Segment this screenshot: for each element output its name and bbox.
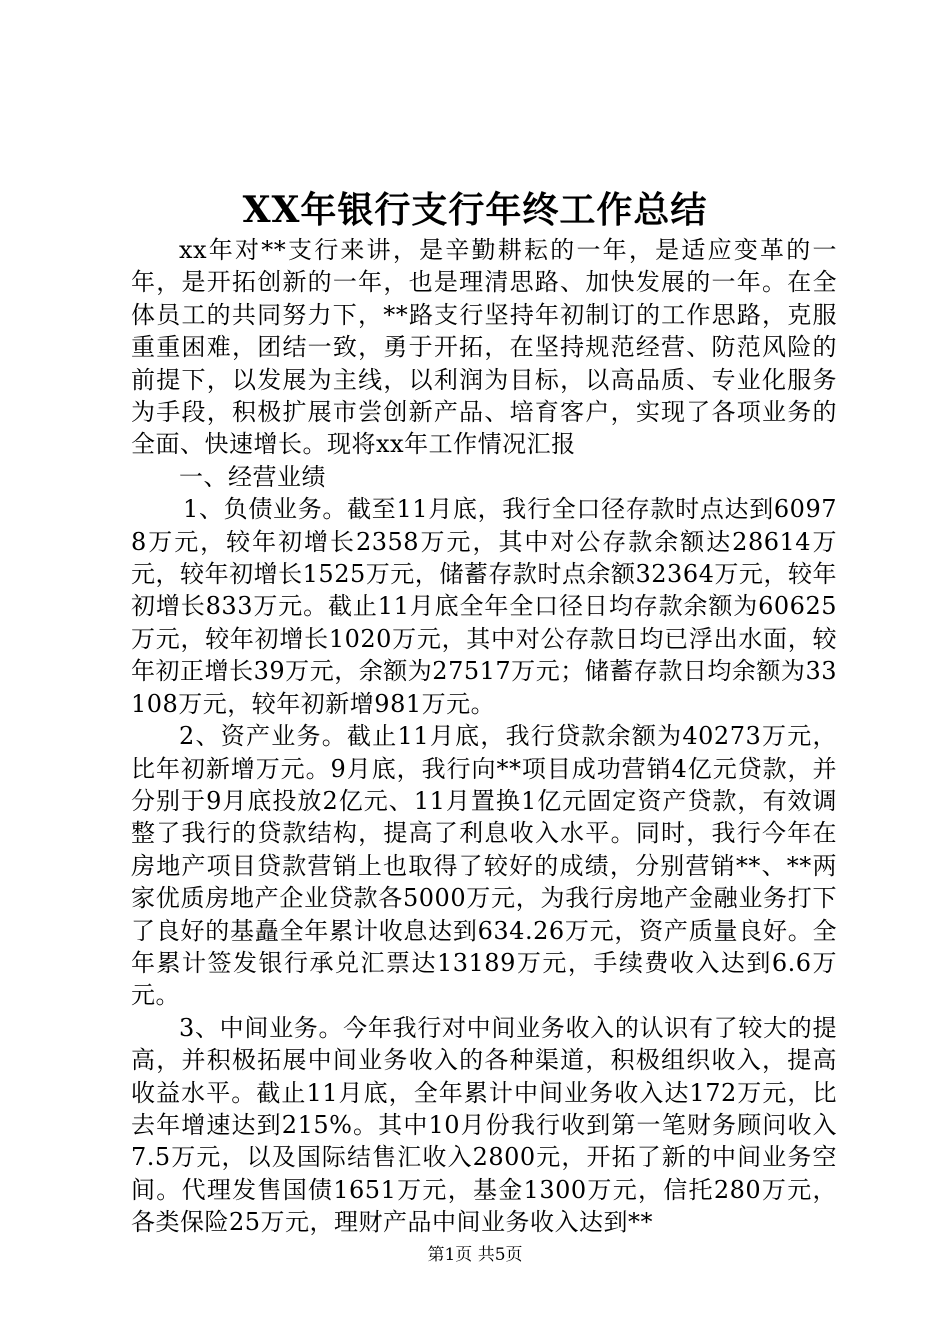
page-number-footer: 第1页 共5页	[427, 1245, 523, 1265]
intermediate-business-paragraph: 3、中间业务。今年我行对中间业务收入的认识有了较大的提高，并积极拓展中间业务收入的各种渠道，积极组织收入，提高收益水平。截止11月底，全年累计中间业务收入达172万元，比去年增速达到215%。其中10月份我行收到第一笔财务顾问收入7.5万元，以及国际结售汇收入2800元，开拓了新的中间业务空间。代理发售国债1651万元，基金1300万元，信托280万元，各类保险25万元，理财产品中间业务收入达到**	[131, 1013, 837, 1237]
intro-paragraph: xx年对**支行来讲，是辛勤耕耘的一年，是适应变革的一年，是开拓创新的一年，也是理清思路、加快发展的一年。在全体员工的共同努力下，**路支行坚持年初制订的工作思路，克服重重困难，团结一致，勇于开拓，在坚持规范经营、防范风险的前提下，以发展为主线，以利润为目标，以高品质、专业化服务为手段，积极扩展市尝创新产品、培育客户，实现了各项业务的全面、快速增长。现将xx年工作情况汇报	[131, 236, 837, 459]
document-title: XX年银行支行年终工作总结	[242, 189, 708, 231]
document-body	[131, 234, 837, 1239]
liability-business-paragraph: 1、负债业务。截至11月底，我行全口径存款时点达到60978万元，较年初增长2358万元，其中对公存款余额达28614万元，较年初增长1525万元，储蓄存款时点余额32364万元，较年初增长833万元。截止11月底全年全口径日均存款余额为60625万元，较年初增长1020万元，其中对公存款日均已浮出水面，较年初正增长39万元，余额为27517万元；储蓄存款日均余额为33108万元，较年初新增981万元。	[131, 495, 837, 718]
section-heading: 一、经营业绩	[179, 462, 326, 491]
asset-business-paragraph: 2、资产业务。截止11月底，我行贷款余额为40273万元，比年初新增万元。9月底，我行向**项目成功营销4亿元贷款，并分别于9月底投放2亿元、11月置换1亿元固定资产贷款，有效调整了我行的贷款结构，提高了利息收入水平。同时，我行今年在房地产项目贷款营销上也取得了较好的成绩，分别营销**、**两家优质房地产企业贷款各5000万元，为我行房地产金融业务打下了良好的基矗全年累计收息达到634.26万元，资产质量良好。全年累计签发银行承兑汇票达13189万元，手续费收入达到6.6万元。	[131, 722, 837, 1010]
